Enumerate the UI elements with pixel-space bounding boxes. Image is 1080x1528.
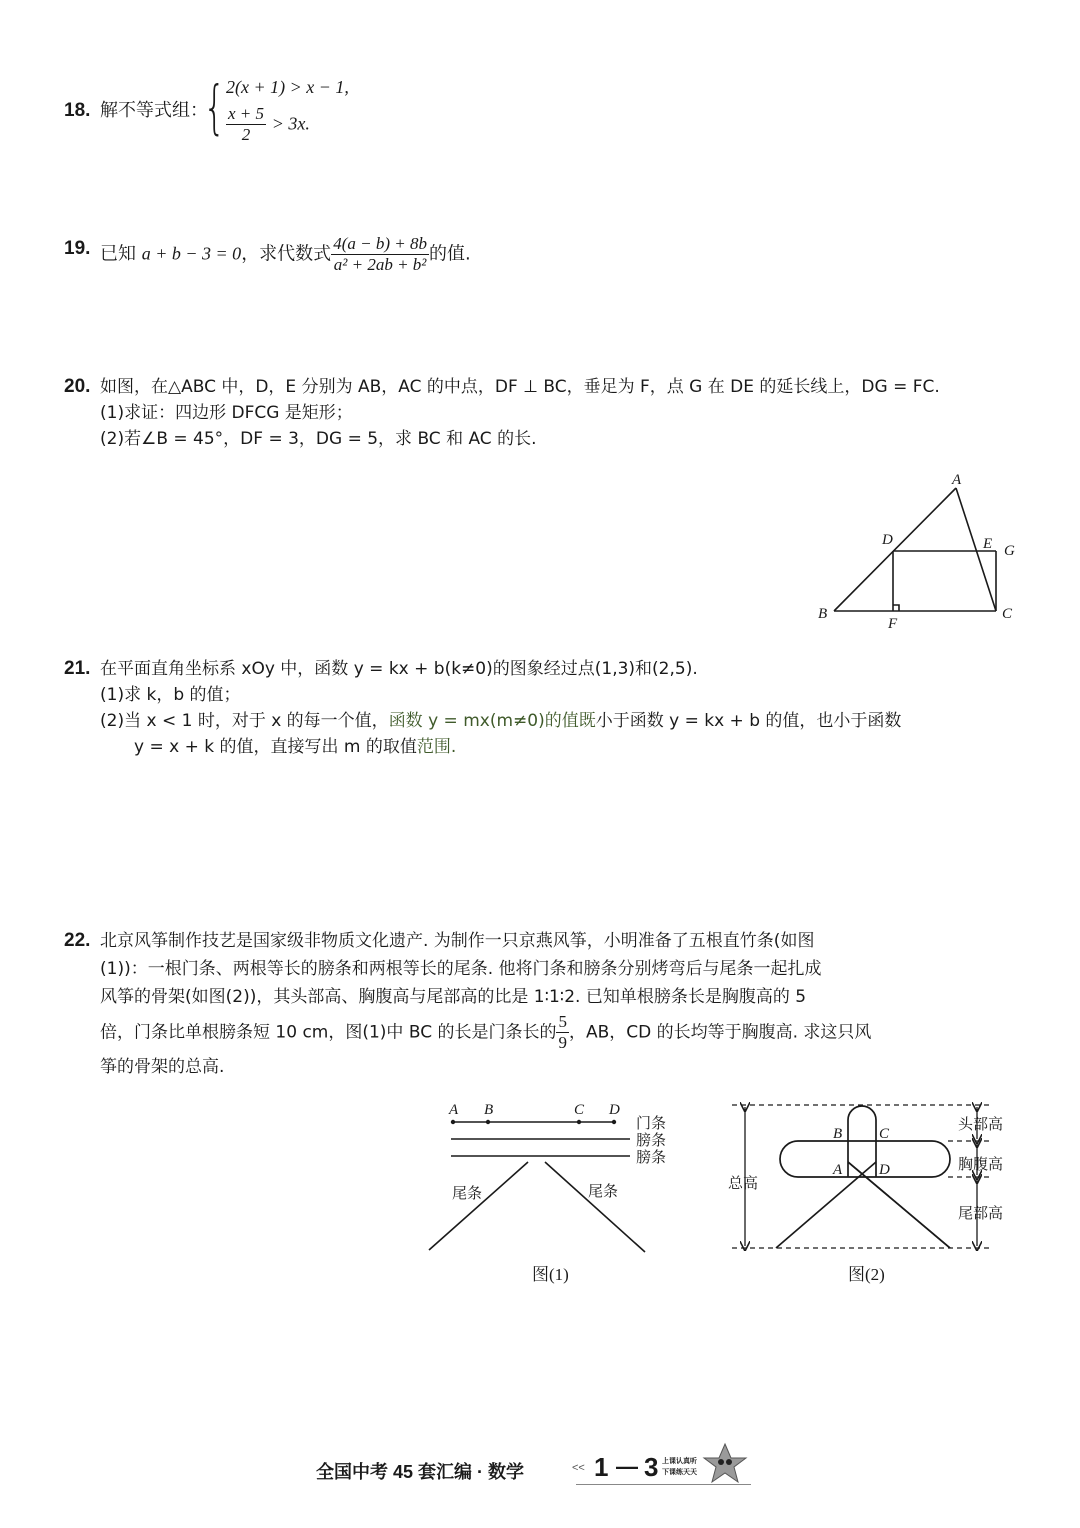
question-prompt: 解不等式组：: [100, 100, 208, 121]
page-number-right: 3: [644, 1452, 659, 1482]
inequality-2: $\frac{x + 5}{2}$ > 3x.: [228, 104, 310, 144]
label-door-strip: 门条: [636, 1116, 667, 1132]
page-dash: —: [616, 1454, 638, 1479]
part-1: (1)求证：四边形 DFCG 是矩形；: [100, 403, 353, 423]
question-22: [64, 926, 1024, 1086]
book-title: 全国中考 45 套汇编 · 数学: [316, 1462, 525, 1482]
point-D: D: [879, 1162, 890, 1178]
label-wing-strip-1: 膀条: [636, 1133, 667, 1149]
triangle-figure: [810, 470, 1030, 630]
question-number: 19.: [64, 238, 91, 259]
text-line-1: 北京风筝制作技艺是国家级非物质文化遗产. 为制作一只京燕风筝，小明准备了五根直竹条(如图: [100, 931, 815, 951]
figure-2-caption: 图(2): [848, 1265, 885, 1284]
question-number: 22.: [64, 930, 91, 951]
slogan-top: 上课认真听: [662, 1458, 697, 1465]
page-number-left: 1: [594, 1452, 609, 1482]
label-F: F: [888, 616, 898, 630]
slogan-bottom: 下课练天天: [662, 1469, 697, 1476]
text-line-2: (1))：一根门条、两根等长的膀条和两根等长的尾条. 他将门条和膀条分别烤弯后与尾条一起扎成: [100, 959, 822, 979]
figure-1-caption: 图(1): [532, 1265, 569, 1284]
label-total-height: 总高: [728, 1176, 759, 1192]
question-18: [64, 72, 564, 152]
label-tail-height: 尾部高: [958, 1206, 1004, 1222]
text-line-4: 倍，门条比单根膀条短 10 cm，图(1)中 BC 的长是门条长的 $\frac{5}{9}$ ，AB，CD 的长均等于胸腹高. 求这只风: [100, 1012, 872, 1052]
label-B: B: [818, 606, 828, 622]
point-D: D: [609, 1102, 620, 1118]
question-21: [64, 654, 1024, 764]
question-text: 如图，在△ABC 中，D，E 分别为 AB，AC 的中点，DF ⊥ BC，垂足为 F，点 G 在 DE 的延长线上，DG = FC.: [100, 377, 940, 397]
question-20: [64, 372, 1024, 452]
part-2: (2)当 x < 1 时，对于 x 的每一个值，函数 y = mx(m≠0)的值既小于函数 y = kx + b 的值，也小于函数: [100, 711, 902, 731]
label-D: D: [882, 532, 893, 548]
text-line-3: 风筝的骨架(如图(2))，其头部高、胸腹高与尾部高的比是 1∶1∶2. 已知单根膀条长是胸腹高的 5: [100, 987, 807, 1007]
expression-fraction: $\frac{4(a - b) + 8b}{\text{a² + 2ab + b²}}$: [333, 234, 427, 274]
fraction-5-9: $\frac{5}{9}$: [558, 1012, 567, 1052]
question-number: 21.: [64, 658, 91, 679]
kite-figure-1: [420, 1090, 690, 1290]
label-A: A: [952, 472, 962, 488]
page-footer: [316, 1452, 756, 1492]
question-19: [64, 226, 624, 286]
label-C: C: [1002, 606, 1013, 622]
point-A: A: [833, 1162, 843, 1178]
point-B: B: [484, 1102, 494, 1118]
left-brace: {: [203, 73, 226, 141]
text-line-5: 筝的骨架的总高.: [100, 1057, 225, 1077]
star-mascot-icon: [700, 1442, 750, 1486]
point-C: C: [879, 1126, 890, 1142]
part-2-continued: y = x + k 的值，直接写出 m 的取值范围.: [134, 737, 457, 757]
kite-figure-2: [720, 1090, 1030, 1290]
inequality-1: 2(x + 1) > x − 1,: [226, 77, 349, 97]
label-head-height: 头部高: [958, 1117, 1004, 1133]
part-2: (2)若∠B = 45°，DF = 3，DG = 5，求 BC 和 AC 的长.: [100, 429, 537, 449]
label-tail-left: 尾条: [452, 1186, 483, 1202]
label-E: E: [983, 536, 993, 552]
label-chest-height: 胸腹高: [958, 1157, 1004, 1173]
point-A: A: [449, 1102, 459, 1118]
part-1: (1)求 k，b 的值；: [100, 685, 241, 705]
point-C: C: [574, 1102, 585, 1118]
label-tail-right: 尾条: [588, 1184, 619, 1200]
question-text: 已知 a + b − 3 = 0，求代数式 $\frac{4(a - b) + 8b}{\text{a² + 2ab + b²}}$ 的值.: [100, 234, 471, 274]
question-number: 20.: [64, 376, 91, 397]
question-number: 18.: [64, 100, 91, 121]
label-G: G: [1004, 543, 1015, 559]
point-B: B: [833, 1126, 843, 1142]
footer-underline: [576, 1484, 751, 1485]
arrows-icon: <<: [572, 1462, 585, 1474]
label-wing-strip-2: 膀条: [636, 1150, 667, 1166]
question-text: 在平面直角坐标系 xOy 中，函数 y = kx + b(k≠0)的图象经过点(1,3)和(2,5).: [100, 659, 698, 679]
